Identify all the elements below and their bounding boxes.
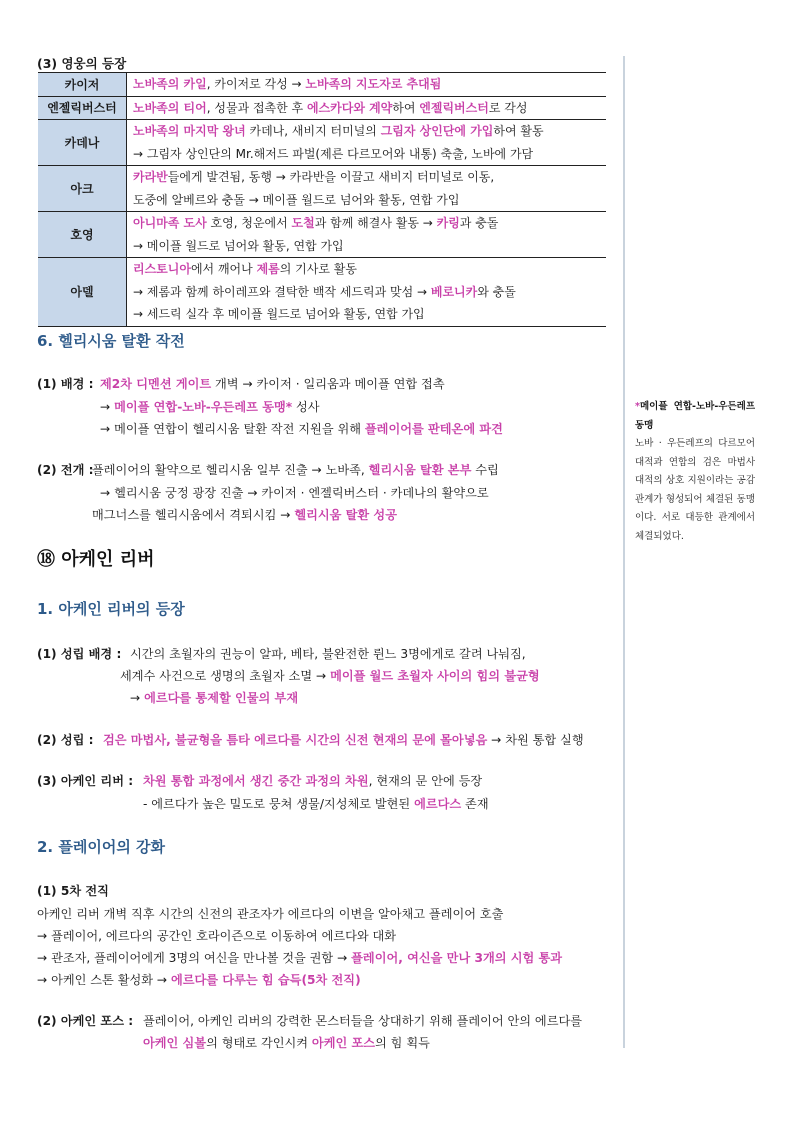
label-establish: (2) 성립 : (37, 733, 94, 747)
highlighted-text: 검은 마법사, 불균형을 틈타 에르다를 시간의 신전 현재의 문에 몰아넣음 (103, 733, 488, 747)
description-line (133, 166, 606, 189)
highlighted-text: 플레이어를 판테온에 파견 (364, 422, 503, 436)
sidenote-title: *메이플 연합-노바-우든레프 동맹 (635, 401, 755, 431)
text: → 헬리시움 궁정 광장 진출 → 카이저 · 엔젤릭버스터 · 카데나의 활약으로 (100, 486, 489, 500)
hero-row (38, 166, 606, 212)
text: → 플레이어, 에르다의 공간인 호라이즌으로 이동하여 에르다와 대화 (37, 929, 397, 943)
hero-name: 아델 (38, 258, 127, 327)
margin-divider (623, 56, 625, 1048)
label-5th-job: (1) 5차 전직 (37, 884, 109, 898)
description-line (133, 258, 606, 281)
text: 과 충돌 (459, 216, 499, 230)
highlighted-text: 아케인 포스 (311, 1036, 376, 1050)
text: 도중에 알베르와 충돌 → 메이플 월드로 넘어와 활동, 연합 가입 (133, 192, 460, 207)
chapter-title-arcane-river: ⑱ 아케인 리버 (37, 549, 155, 570)
text-line (103, 729, 584, 751)
text-line (130, 643, 526, 665)
text: → 아케인 스톤 활성화 → (37, 973, 171, 987)
label-establish-background: (1) 성립 배경 : (37, 647, 122, 661)
hero-description (127, 73, 607, 97)
text-line (37, 947, 562, 969)
text: → 메이플 월드로 넘어와 활동, 연합 가입 (133, 238, 344, 253)
sidenote-alliance (635, 398, 755, 546)
description-line (133, 97, 606, 120)
text: 과 함께 해결사 활동 → (314, 216, 437, 230)
text: → 차원 통합 실행 (487, 733, 584, 747)
highlighted-text: 메이플 월드 초월자 사이의 힘의 불균형 (330, 669, 540, 683)
text-line (120, 665, 540, 687)
text-line (100, 373, 445, 395)
text-line (37, 925, 396, 947)
highlighted-text: 아케인 심볼 (143, 1036, 207, 1050)
description-line (133, 235, 606, 258)
text-line (92, 504, 397, 526)
description-line (133, 303, 606, 326)
hero-name: 카이저 (38, 73, 127, 97)
text: 호영, 청운에서 (206, 216, 292, 230)
text: , 현재의 문 안에 등장 (368, 774, 483, 788)
text: → (130, 691, 145, 705)
text: 와 충돌 (477, 284, 516, 299)
hero-name: 호영 (38, 212, 127, 258)
highlighted-text: 아니마족 도사 (133, 216, 207, 230)
text: - 에르다가 높은 밀도로 뭉쳐 생물/지성체로 발현된 (143, 797, 415, 811)
hero-description (127, 96, 607, 120)
text-line (143, 793, 489, 815)
hero-row (38, 258, 606, 327)
highlighted-text: 엔젤릭버스터 (419, 100, 489, 115)
hero-description (127, 258, 607, 327)
label-background: (1) 배경 : (37, 377, 94, 391)
text-line (143, 770, 482, 792)
text: 들에게 발견됨, 동행 → 카라반을 이끌고 새비지 터미널로 이동, (167, 170, 495, 184)
hero-row (38, 73, 606, 97)
text: 아케인 리버 개벽 직후 시간의 신전의 관조자가 에르다의 이변을 알아채고 플레이어 호출 (37, 907, 504, 921)
text: 수립 (471, 463, 499, 477)
highlighted-text: 에르다스 (414, 797, 462, 811)
text: 성사 (292, 400, 320, 414)
text: 의 기사로 활동 (279, 262, 357, 276)
highlighted-text: 노바족의 카일 (133, 77, 207, 91)
highlighted-text: 노바족의 티어 (133, 100, 207, 115)
text-line (100, 482, 489, 504)
hero-row (38, 96, 606, 120)
text-line (100, 418, 503, 440)
highlighted-text: 플레이어, 여신을 만나 3개의 시험 통과 (351, 951, 563, 965)
highlighted-text: 헬리시움 탈환 성공 (294, 508, 397, 522)
highlighted-text: 에르다를 다루는 힘 습득 (170, 973, 302, 987)
text: 로 각성 (488, 100, 528, 115)
text: → 제롬과 함께 하이레프와 결탁한 백작 세드릭과 맞섬 → (133, 284, 431, 299)
hero-name: 카데나 (38, 120, 127, 166)
text: 플레이어, 아케인 리버의 강력한 몬스터들을 상대하기 위해 플레이어 안의 에르다를 (143, 1014, 583, 1028)
text: 의 힘 획득 (375, 1036, 430, 1050)
description-line (133, 189, 606, 212)
hero-row (38, 120, 606, 166)
description-line (133, 73, 606, 96)
heading-player-enhance: 2. 플레이어의 강화 (37, 838, 166, 856)
hero-description (127, 120, 607, 166)
description-line (133, 281, 606, 304)
text-line (37, 969, 361, 991)
text: 하여 (392, 100, 420, 115)
text: 세계수 사건으로 생명의 초월자 소멸 → (120, 669, 331, 683)
highlighted-text: 메이플 연합-노바-우든레프 동맹* (114, 400, 293, 414)
heading-helisium: 6. 헬리시움 탈환 작전 (37, 332, 185, 350)
text-line (130, 687, 298, 709)
highlighted-text: (5차 전직) (301, 973, 361, 987)
highlighted-text: 카링 (436, 216, 460, 230)
highlighted-text: 에르다를 통제할 인물의 부재 (144, 691, 299, 705)
label-arcane-river: (3) 아케인 리버 : (37, 774, 134, 788)
text-line (37, 903, 503, 925)
text: 존재 (461, 797, 489, 811)
hero-row (38, 212, 606, 258)
hero-name: 엔젤릭버스터 (38, 96, 127, 120)
text: → 관조자, 플레이어에게 3명의 여신을 만나볼 것을 권함 → (37, 951, 352, 965)
text: → (100, 400, 115, 414)
highlighted-text: 헬리시움 탈환 본부 (368, 463, 472, 477)
hero-description (127, 212, 607, 258)
text: 플레이어의 활약으로 헬리시움 일부 진출 → 노바족, (92, 463, 369, 477)
heroes-table (38, 72, 606, 327)
highlighted-text: 리스토니아 (133, 262, 191, 276)
label-arcane-force: (2) 아케인 포스 : (37, 1014, 134, 1028)
hero-description (127, 166, 607, 212)
text: 카데나, 새비지 터미널의 (245, 124, 381, 138)
text: → 세드릭 실각 후 메이플 월드로 넘어와 활동, 연합 가입 (133, 307, 425, 321)
highlighted-text: 카라반 (133, 170, 168, 184)
highlighted-text: 제2차 디멘션 게이트 (100, 377, 212, 391)
heading-arcane-emergence: 1. 아케인 리버의 등장 (37, 600, 185, 618)
highlighted-text: 베로니카 (430, 284, 478, 299)
highlighted-text: 노바족의 지도자로 추대됨 (305, 77, 442, 91)
text: , 카이저로 각성 → (206, 77, 306, 91)
text-line (92, 459, 499, 481)
text: , 성물과 접촉한 후 (206, 100, 307, 115)
description-line (133, 143, 606, 166)
text: 의 형태로 각인시켜 (206, 1036, 312, 1050)
hero-name: 아크 (38, 166, 127, 212)
highlighted-text: 차원 통합 과정에서 생긴 중간 과정의 차원 (143, 774, 369, 788)
sidenote-body: 노바 · 우든레프의 다르모어 대적과 연합의 검은 마법사 대적의 상호 지원이라는 공감관계가 형성되어 체결된 동맹이다. 서로 대등한 관계에서 체결되었다. (635, 438, 755, 542)
highlighted-text: 그림자 상인단에 가입 (380, 124, 494, 138)
text: 하여 활동 (493, 124, 544, 138)
text: → 메이플 연합이 헬리시움 탈환 작전 지원을 위해 (100, 422, 365, 436)
section-heading-heroes: (3) 영웅의 등장 (37, 56, 127, 71)
highlighted-text: 제롬 (256, 262, 280, 276)
text-line (100, 396, 320, 418)
text: 매그너스를 헬리시움에서 격퇴시킴 → (92, 508, 295, 522)
text: 개벽 → 카이저 · 일리움과 메이플 연합 접촉 (211, 377, 445, 391)
label-development: (2) 전개 : (37, 463, 94, 477)
highlighted-text: 에스카다와 계약 (306, 100, 393, 115)
text: 시간의 초월자의 권능이 알파, 베타, 불완전한 륀느 3명에게로 갈려 나눠짐, (130, 647, 526, 661)
description-line (133, 212, 606, 235)
text-line (143, 1010, 582, 1032)
text-line (143, 1032, 430, 1054)
highlighted-text: 노바족의 마지막 왕녀 (133, 124, 246, 138)
description-line (133, 120, 606, 143)
text: 에서 깨어나 (190, 262, 257, 276)
text: → 그림자 상인단의 Mr.해저드 파벌(제른 다르모어와 내통) 축출, 노바에 가담 (133, 146, 534, 161)
highlighted-text: 도철 (291, 216, 315, 230)
